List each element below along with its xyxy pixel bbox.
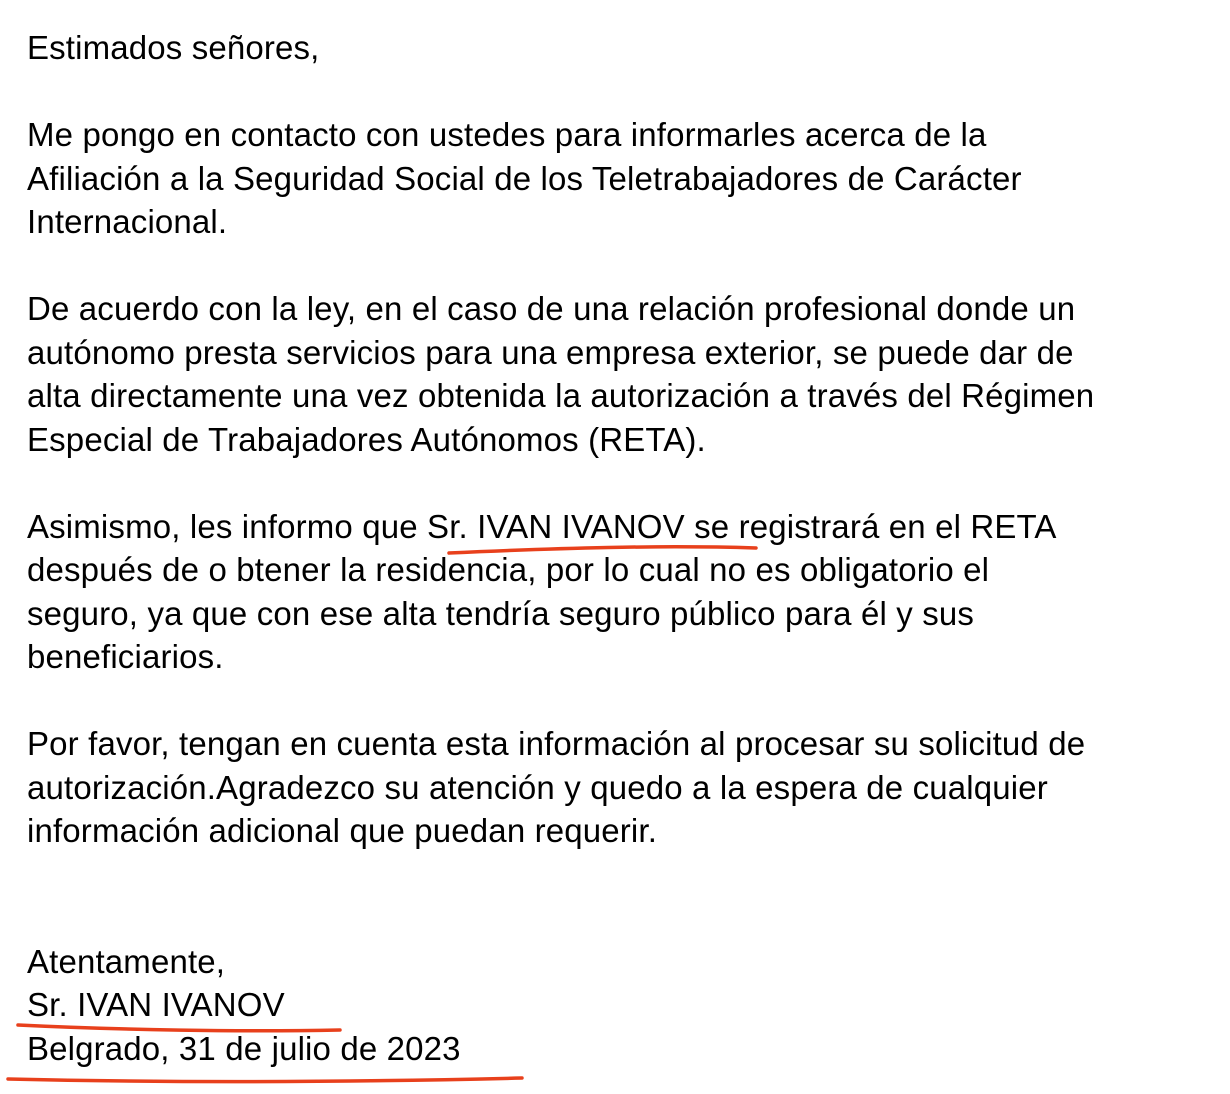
closing: Atentamente, bbox=[27, 942, 226, 980]
paragraph-spacer bbox=[27, 461, 1222, 505]
paragraph-intro: Me pongo en contacto con ustedes para informarles acerca de la Afiliación a la Seguridad Social de los Teletrabajadores de Carácter Internacional. bbox=[27, 116, 1022, 240]
paragraph-request: Por favor, tengan en cuenta esta información al procesar su solicitud de autorización.Agradezco su atención y quedo a la espera de cualquier información adicional que puedan requerir. bbox=[27, 725, 1086, 849]
paragraph-spacer bbox=[27, 70, 1222, 114]
place-date: Belgrado, 31 de julio de 2023 bbox=[27, 1029, 461, 1067]
paragraph-registration: Asimismo, les informo que Sr. IVAN IVANOV se registrará en el RETA después de o btener la residencia, por lo cual no es obligatorio el seguro, ya que con ese alta tendría seguro público para él y sus beneficiarios. bbox=[27, 507, 1057, 675]
paragraph-spacer bbox=[27, 679, 1222, 723]
underline-mark-place-date bbox=[8, 1078, 522, 1082]
signature-name: Sr. IVAN IVANOV bbox=[27, 986, 285, 1023]
closing-spacer bbox=[27, 853, 1222, 940]
paragraph-law: De acuerdo con la ley, en el caso de una relación profesional donde un autónomo presta servicios para una empresa exterior, se puede dar de alta directamente una vez obtenida la autorización a través del Régimen Especial de Trabajadores Autónomos (RETA). bbox=[27, 290, 1095, 458]
letter-body bbox=[27, 26, 1222, 1070]
greeting: Estimados señores, bbox=[27, 29, 320, 66]
paragraph-spacer bbox=[27, 244, 1222, 288]
